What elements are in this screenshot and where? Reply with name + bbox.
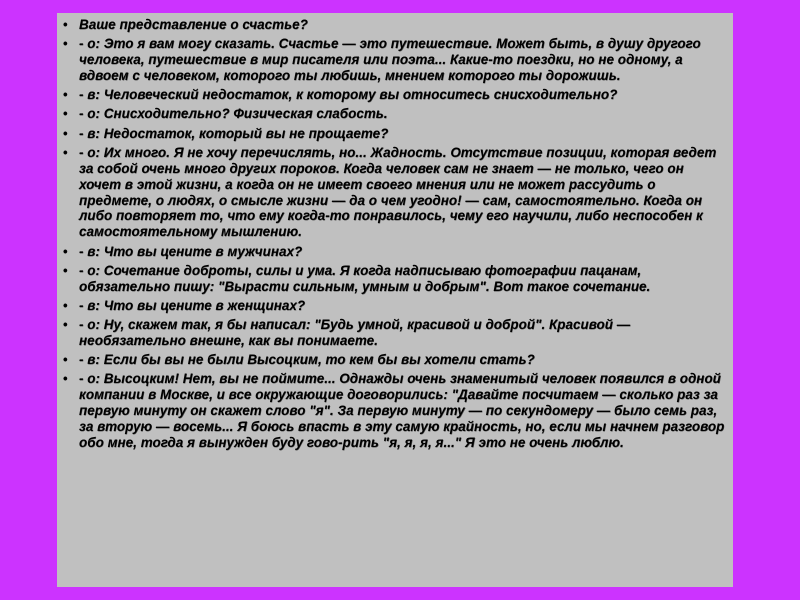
list-item [57, 17, 725, 33]
list-item [57, 145, 725, 240]
bullet-icon: • [63, 106, 68, 122]
list-item-text: - в: Человеческий недостаток, к которому вы относитесь снисходительно? [79, 87, 618, 103]
list-item [57, 106, 725, 122]
list-item [57, 263, 725, 295]
list-item-text: - в: Недостаток, который вы не прощаете? [79, 125, 389, 141]
list-item [57, 371, 725, 451]
list-item [57, 298, 725, 314]
bullet-icon: • [63, 125, 68, 141]
list-item-text: - о: Снисходительно? Физическая слабость. [79, 106, 388, 122]
list-item-text: - в: Если бы вы не были Высоцким, то кем бы вы хотели стать? [79, 352, 535, 368]
list-item-text: - о: Ну, скажем так, я бы написал: "Будь умной, красивой и доброй". Красивой — необязательно внешне, как вы понимаете. [79, 317, 631, 348]
text-panel [57, 13, 733, 587]
bullet-icon: • [63, 317, 68, 333]
bullet-icon: • [63, 17, 68, 32]
list-item [57, 352, 725, 368]
list-item [57, 244, 725, 260]
list-item-text: - в: Что вы цените в женщинах? [79, 297, 306, 313]
list-item-text: - в: Что вы цените в мужчинах? [79, 243, 303, 259]
bullet-icon: • [63, 352, 68, 368]
list-item [57, 317, 725, 349]
bullet-icon: • [63, 36, 68, 52]
list-item [57, 36, 725, 84]
bullet-icon: • [63, 297, 68, 313]
list-item-text: Ваше представление о счастье? [79, 17, 308, 32]
bullet-icon: • [63, 87, 68, 103]
bullet-icon: • [63, 262, 68, 278]
list-item [57, 126, 725, 142]
list-item-text: - о: Высоцким! Нет, вы не поймите... Однажды очень знаменитый человек появился в одной компании в Москве, и все окружающие договорились: "Давайте посчитаем — сколько раз за первую минуту он скажет слово "я". За первую минуту — по секундомеру — было семь раз, за вторую — восемь... Я боюсь впасть в эту самую крайность, но, если мы начнем разговор обо мне, тогда я вынужден буду гово-рить "я, я, я, я..." Я это не очень люблю. [79, 371, 725, 451]
list-item-text: - о: Сочетание доброты, силы и ума. Я когда надписываю фотографии пацанам, обязательно пишу: "Вырасти сильным, умным и добрым". Вот такое сочетание. [79, 262, 651, 294]
bullet-icon: • [63, 144, 68, 160]
list-item-text: - о: Это я вам могу сказать. Счастье — это путешествие. Может быть, в душу другого человека, путешествие в мир писателя или поэта... Какие-то поездки, но не одному, а вдвоем с человеком, которого ты любишь, мнением которого ты дорожишь. [79, 36, 701, 84]
bullet-icon: • [63, 243, 68, 259]
list-item-text: - о: Их много. Я не хочу перечислять, но... Жадность. Отсутствие позиции, которая ведет за собой очень много других пороков. Когда человек сам не знает — не только, чего он хочет в этой жизни, а когда он не имеет своего мнения или не может рассудить о предмете, о людях, о смысле жизни — да о чем угодно! — сам, самостоятельно. Когда он либо повторяет то, что ему когда-то понравилось, чему его научили, либо неспособен к самостоятельному мышлению. [79, 144, 717, 240]
bullet-icon: • [63, 371, 68, 387]
list-item [57, 87, 725, 103]
